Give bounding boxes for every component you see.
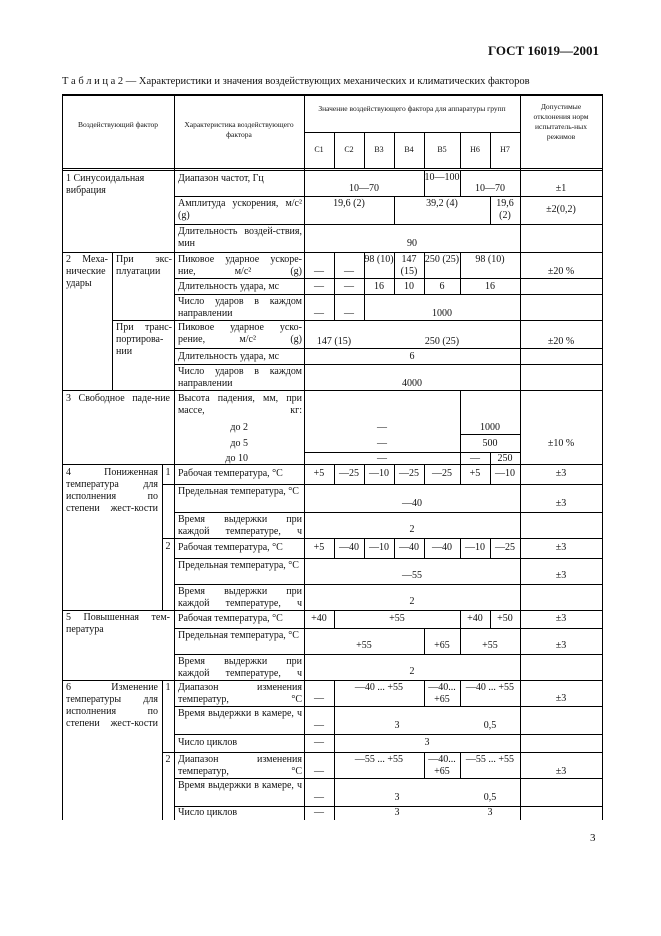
factor-shocks: 2 Меха-нические удары: [66, 254, 108, 289]
table-rule: [174, 512, 602, 513]
table-rule: [520, 94, 521, 820]
value-cell: 10—70: [349, 183, 379, 194]
value-cell: —25: [399, 468, 419, 479]
tolerance-cell: ±20 %: [547, 266, 575, 277]
value-cell: —40: [399, 542, 419, 553]
group-c2: С2: [344, 145, 354, 154]
group-b4: В4: [404, 145, 414, 154]
page-number: 3: [590, 832, 596, 844]
value-cell: —: [314, 308, 324, 319]
value-cell: 10—100: [424, 172, 460, 183]
value-cell: +5: [469, 468, 481, 479]
value-cell: 1000: [432, 308, 452, 319]
value-cell: 0,5: [483, 720, 497, 731]
label-hold-time: Время выдержки при каждой температуре, ч: [178, 656, 302, 679]
value-cell: 2: [409, 524, 415, 535]
table-rule: [62, 168, 602, 169]
table-rule: [162, 538, 602, 539]
tolerance-cell: ±3: [555, 693, 567, 704]
value-cell: —40 ... +55: [354, 682, 404, 693]
table-rule: [174, 706, 602, 707]
label-work-temp: Рабочая температура, °С: [178, 468, 283, 479]
table-rule: [602, 94, 603, 820]
table-rule: [174, 778, 602, 779]
label-chamber-hold: Время выдержки в камере, ч: [178, 708, 302, 719]
value-cell: +5: [313, 468, 325, 479]
value-cell: —40... +65: [428, 754, 456, 777]
value-cell: —: [344, 308, 354, 319]
value-cell: +5: [313, 542, 325, 553]
label-transport-count: Число ударов в каждом направлении: [178, 366, 302, 389]
value-cell: 250 (25): [424, 254, 460, 265]
mass-label: до 5: [230, 438, 248, 449]
standard-id: ГОСТ 16019—2001: [487, 43, 599, 58]
table-rule: [62, 95, 602, 96]
value-cell: —10: [369, 542, 389, 553]
group-h7: Н7: [500, 145, 510, 154]
label-transport-duration: Длительность удара, мс: [178, 351, 280, 362]
value-cell: —: [314, 807, 324, 818]
value-cell: —: [314, 766, 324, 777]
value-cell: 39,2 (4): [426, 198, 458, 209]
value-cell: 3: [424, 737, 430, 748]
label-cycles: Число циклов: [178, 807, 238, 818]
value-cell: 3: [394, 807, 400, 818]
table-rule: [162, 484, 602, 485]
tolerance-cell: ±1: [555, 183, 567, 194]
tolerance-cell: ±10 %: [547, 438, 575, 449]
value-cell: 6: [439, 281, 445, 292]
label-work-temp: Рабочая температура, °С: [178, 542, 283, 553]
header-factor: Воздействующий фактор: [77, 120, 159, 129]
value-cell: —40... +65: [428, 682, 456, 705]
tolerance-cell: ±3: [555, 766, 567, 777]
group-b3: В3: [374, 145, 384, 154]
value-cell: 19,6 (2): [333, 198, 365, 209]
severity-degree: 1: [165, 682, 171, 693]
value-cell: 3: [394, 720, 400, 731]
label-peak-accel: Пиковое ударное ускоре-ние, м/с² (g): [178, 254, 302, 277]
severity-degree: 1: [165, 467, 171, 478]
mass-label: до 10: [225, 453, 248, 464]
label-hold-time: Время выдержки при каждой температуре, ч: [178, 586, 302, 609]
value-cell: +40: [311, 613, 327, 624]
value-cell: 147 (15): [316, 336, 352, 347]
value-cell: 10—70: [475, 183, 505, 194]
subfactor-exploitation: При экс-плуатации: [116, 254, 172, 277]
value-cell: —: [314, 720, 324, 731]
tolerance-cell: ±3: [555, 613, 567, 624]
table-rule: [174, 558, 602, 559]
tolerance-cell: ±20 %: [547, 336, 575, 347]
severity-degree: 2: [165, 754, 171, 765]
factor-high-temp: 5 Повышенная тем-пература: [66, 612, 170, 635]
table-rule: [174, 196, 602, 197]
label-amplitude: Амплитуда ускорения, м/с² (g): [178, 198, 302, 221]
value-cell: —10: [495, 468, 515, 479]
table-rule: [174, 278, 602, 279]
value-cell: 6: [409, 351, 415, 362]
label-temp-range: Диапазон изменения температур, °С: [178, 754, 302, 777]
label-shock-duration: Длительность удара, мс: [178, 281, 280, 292]
value-cell: —25: [495, 542, 515, 553]
label-freq-range: Диапазон частот, Гц: [178, 173, 264, 184]
factor-free-fall: 3 Свободное паде-ние: [66, 393, 170, 404]
table-rule: [62, 390, 602, 391]
label-hold-time: Время выдержки при каждой температуре, ч: [178, 514, 302, 537]
label-work-temp: Рабочая температура, °С: [178, 613, 283, 624]
value-cell: 4000: [402, 378, 422, 389]
group-h6: Н6: [470, 145, 480, 154]
table-rule: [62, 170, 602, 171]
table-rule: [304, 132, 520, 133]
value-cell: —: [377, 438, 387, 449]
characteristics-table: [62, 94, 602, 820]
severity-degree: 2: [165, 541, 171, 552]
tolerance-cell: ±3: [555, 640, 567, 651]
label-duration: Длительность воздей-ствия, мин: [178, 226, 302, 249]
tolerance-cell: ±3: [555, 468, 567, 479]
value-cell: —25: [339, 468, 359, 479]
table-rule: [62, 252, 602, 253]
value-cell: —: [470, 453, 480, 464]
value-cell: 250: [497, 453, 513, 464]
table-rule: [460, 434, 520, 435]
label-limit-temp: Предельная температура, °С: [178, 486, 299, 497]
label-limit-temp: Предельная температура, °С: [178, 560, 299, 571]
factor-vibration: 1 Синусоидальная вибрация: [66, 173, 145, 196]
header-tolerance: Допустимые отклонения норм испытатель-ных режимов: [533, 102, 589, 141]
table-rule: [174, 294, 602, 295]
tolerance-cell: ±2(0,2): [546, 204, 576, 215]
value-cell: —10: [465, 542, 485, 553]
value-cell: +55: [482, 640, 498, 651]
table-rule: [112, 320, 602, 321]
value-cell: 500: [482, 438, 498, 449]
factor-low-temp: 4 Пониженная температура для исполнения по степени жест-кости: [66, 467, 158, 514]
value-cell: —: [314, 792, 324, 803]
value-cell: 10: [404, 281, 414, 292]
label-drop-height: Высота падения, мм, при массе, кг:: [178, 393, 302, 416]
value-cell: +50: [497, 613, 513, 624]
value-cell: 250 (25): [424, 336, 460, 347]
label-limit-temp: Предельная температура, °С: [178, 630, 299, 641]
header-value-group: Значение воздействующего фактора для аппаратуры групп: [318, 104, 506, 113]
label-shock-count: Число ударов в каждом направлении: [178, 296, 302, 319]
value-cell: 3: [394, 792, 400, 803]
mass-label: до 2: [230, 422, 248, 433]
table-rule: [174, 348, 602, 349]
value-cell: 3: [487, 807, 493, 818]
value-cell: 2: [409, 596, 415, 607]
value-cell: 2: [409, 666, 415, 677]
value-cell: 90: [407, 238, 417, 249]
tolerance-cell: ±3: [555, 542, 567, 553]
table-rule: [162, 464, 163, 610]
value-cell: —40: [339, 542, 359, 553]
value-cell: —40: [402, 498, 422, 509]
value-cell: +55: [389, 613, 405, 624]
label-chamber-hold: Время выдержки в камере, ч: [178, 780, 302, 791]
value-cell: 16: [485, 281, 495, 292]
table-rule: [162, 680, 163, 820]
value-cell: —: [314, 693, 324, 704]
value-cell: —: [344, 266, 354, 277]
value-cell: —55 ... +55: [465, 754, 515, 765]
table-rule: [62, 680, 602, 681]
subfactor-transport: При транс-портирова-нии: [116, 322, 172, 357]
table-rule: [174, 584, 602, 585]
table-caption: Т а б л и ц а 2 — Характеристики и значения воздействующих механических и климатических факторов: [62, 76, 530, 87]
table-rule: [174, 94, 175, 820]
table-rule: [62, 610, 602, 611]
table-rule: [174, 628, 602, 629]
value-cell: +55: [356, 640, 372, 651]
value-cell: —40 ... +55: [465, 682, 515, 693]
value-cell: —: [377, 453, 387, 464]
factor-temp-change: 6 Изменение температуры для исполнения по степени жест-кости: [66, 682, 158, 729]
value-cell: +65: [434, 640, 450, 651]
value-cell: —: [344, 281, 354, 292]
value-cell: —: [314, 266, 324, 277]
value-cell: —: [314, 737, 324, 748]
table-rule: [174, 364, 602, 365]
label-temp-range: Диапазон изменения температур, °С: [178, 682, 302, 705]
group-b5: В5: [437, 145, 447, 154]
table-rule: [174, 654, 602, 655]
tolerance-cell: ±3: [555, 498, 567, 509]
label-transport-peak: Пиковое ударное уско-рение, м/с² (g): [178, 322, 302, 345]
table-rule: [174, 224, 602, 225]
value-cell: —10: [369, 468, 389, 479]
table-rule: [62, 94, 63, 820]
table-rule: [112, 252, 113, 390]
value-cell: —40: [432, 542, 452, 553]
value-cell: +40: [467, 613, 483, 624]
value-cell: 98 (10): [364, 254, 394, 265]
value-cell: 16: [374, 281, 384, 292]
label-cycles: Число циклов: [178, 737, 238, 748]
value-cell: —: [314, 281, 324, 292]
value-cell: —55 ... +55: [354, 754, 404, 765]
value-cell: 98 (10): [475, 254, 505, 265]
value-cell: —55: [402, 570, 422, 581]
value-cell: 19,6 (2): [496, 198, 514, 221]
table-rule: [162, 752, 602, 753]
value-cell: 147 (15): [400, 254, 418, 277]
table-rule: [174, 734, 602, 735]
value-cell: 0,5: [483, 792, 497, 803]
value-cell: 1000: [480, 422, 500, 433]
group-c1: С1: [314, 145, 324, 154]
tolerance-cell: ±3: [555, 570, 567, 581]
value-cell: —: [377, 422, 387, 433]
value-cell: —25: [432, 468, 452, 479]
header-characteristic: Характеристика воздействующего фактора: [184, 120, 294, 139]
